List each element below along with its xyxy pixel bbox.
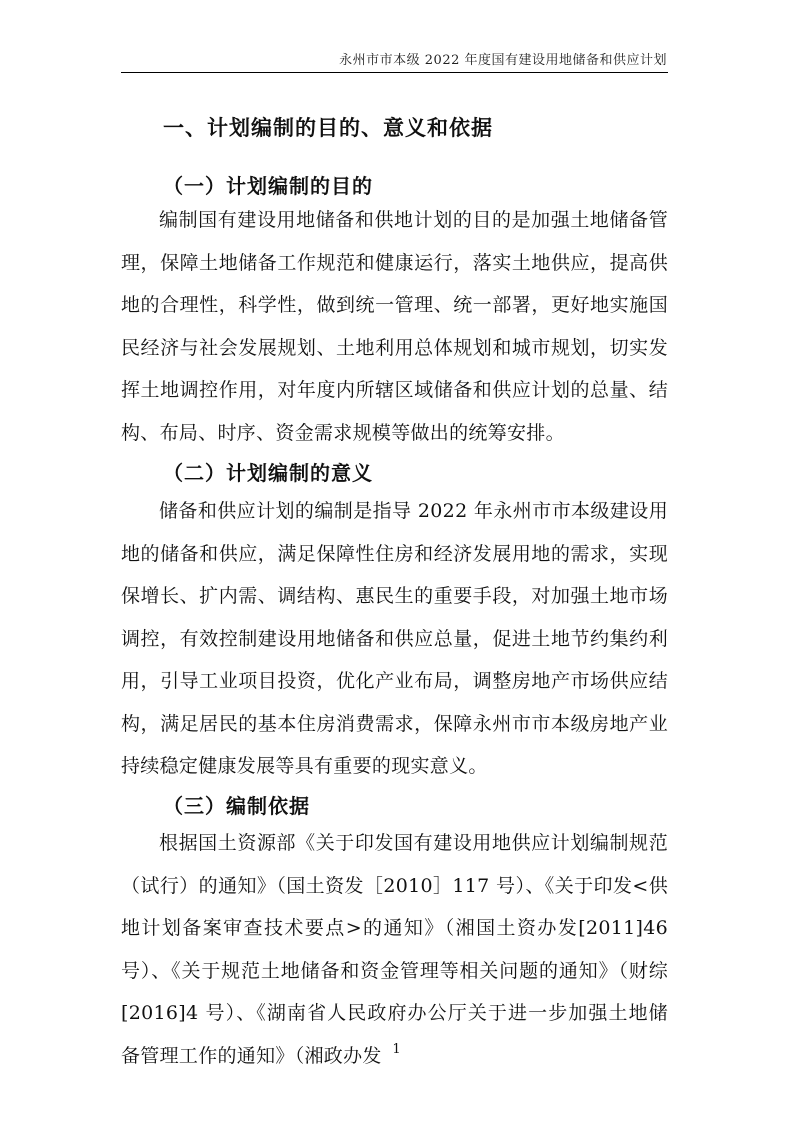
subheading-purpose: （一）计划编制的目的 — [163, 174, 373, 198]
paragraph-basis: 根据国土资源部《关于印发国有建设用地供应计划编制规范（试行）的通知》（国土资发［2010］117 号）、《关于印发<供地计划备案审查技术要点>的通知》（湘国土资办发[2011]46 号）、《关于规范土地储备和资金管理等相关问题的通知》（财综[2016]4 号）、《湖南省人民政府办公厅关于进一步加强土地储备管理工作的通知》（湘政办发 — [121, 832, 668, 1067]
paragraph-purpose: 编制国有建设用地储备和供地计划的目的是加强土地储备管理，保障土地储备工作规范和健康运行，落实土地供应，提高供地的合理性，科学性，做到统一管理、统一部署，更好地实施国民经济与社会发展规划、土地利用总体规划和城市规划，切实发挥土地调控作用，对年度内所辖区域储备和供应计划的总量、结构、布局、时序、资金需求规模等做出的统筹安排。 — [121, 209, 668, 444]
section-heading-main: 一、计划编制的目的、意义和依据 — [163, 116, 493, 140]
page-number: 1 — [392, 1042, 401, 1057]
paragraph-significance: 储备和供应计划的编制是指导 2022 年永州市市本级建设用地的储备和供应，满足保障性住房和经济发展用地的需求，实现保增长、扩内需、调结构、惠民生的重要手段，对加强土地市场调控，有效控制建设用地储备和供应总量，促进土地节约集约利用，引导工业项目投资，优化产业布局，调整房地产市场供应结构，满足居民的基本住房消费需求，保障永州市市本级房地产业持续稳定健康发展等具有重要的现实意义。 — [121, 500, 668, 777]
header-rule — [121, 72, 668, 73]
subheading-basis: （三）编制依据 — [163, 794, 310, 818]
running-header: 永州市市本级 2022 年度国有建设用地储备和供应计划 — [339, 53, 667, 68]
subheading-significance: （二）计划编制的意义 — [163, 461, 373, 485]
